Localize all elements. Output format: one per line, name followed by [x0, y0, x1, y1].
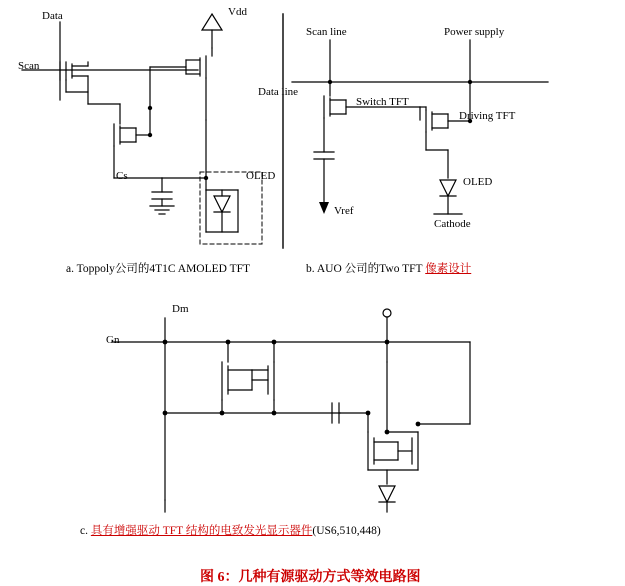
- panel-a-caption-text: Toppoly公司的4T1C AMOLED TFT: [76, 263, 251, 275]
- panel-c-dm-label: Dm: [172, 303, 189, 315]
- panel-a-vdd-label: Vdd: [228, 6, 247, 18]
- panel-b-vref-label: Vref: [334, 205, 354, 217]
- panel-a-caption: [66, 260, 250, 276]
- panel-c-caption-highlight: 具有增强驱动 TFT 结构的电致发光显示器件: [90, 525, 313, 537]
- panel-a-oled-label: OLED: [246, 170, 276, 182]
- panel-b-caption-text: AUO 公司的Two TFT: [316, 263, 423, 275]
- panel-c-caption-prefix: c.: [80, 525, 88, 537]
- panel-b-power-supply-label: Power supply: [444, 26, 505, 38]
- panel-b-caption-highlight: 像素设计: [425, 263, 472, 275]
- panel-b-caption-prefix: b.: [306, 263, 315, 275]
- panel-a-cs-label: Cs: [116, 170, 128, 182]
- panel-b-scan-line-label: Scan line: [306, 26, 347, 38]
- panel-a-data-label: Data: [42, 10, 63, 22]
- panel-b-oled-label: OLED: [463, 176, 493, 188]
- figure-title: 图 6：几种有源驱动方式等效电路图: [200, 570, 421, 585]
- panel-a-scan-label: Scan: [18, 60, 40, 72]
- panel-c-caption: [80, 522, 381, 538]
- panel-b-cathode-label: Cathode: [434, 218, 471, 230]
- panel-c-gn-label: Gn: [106, 334, 120, 346]
- panel-b-switch-tft-label: Switch TFT: [356, 96, 409, 108]
- panel-c-caption-suffix: (US6,510,448): [312, 525, 381, 537]
- panel-b-driving-tft-label: Driving TFT: [459, 110, 516, 122]
- panel-a-caption-prefix: a.: [66, 263, 74, 275]
- panel-b-data-line-label: Data line: [258, 86, 299, 98]
- panel-b-caption: [306, 260, 471, 276]
